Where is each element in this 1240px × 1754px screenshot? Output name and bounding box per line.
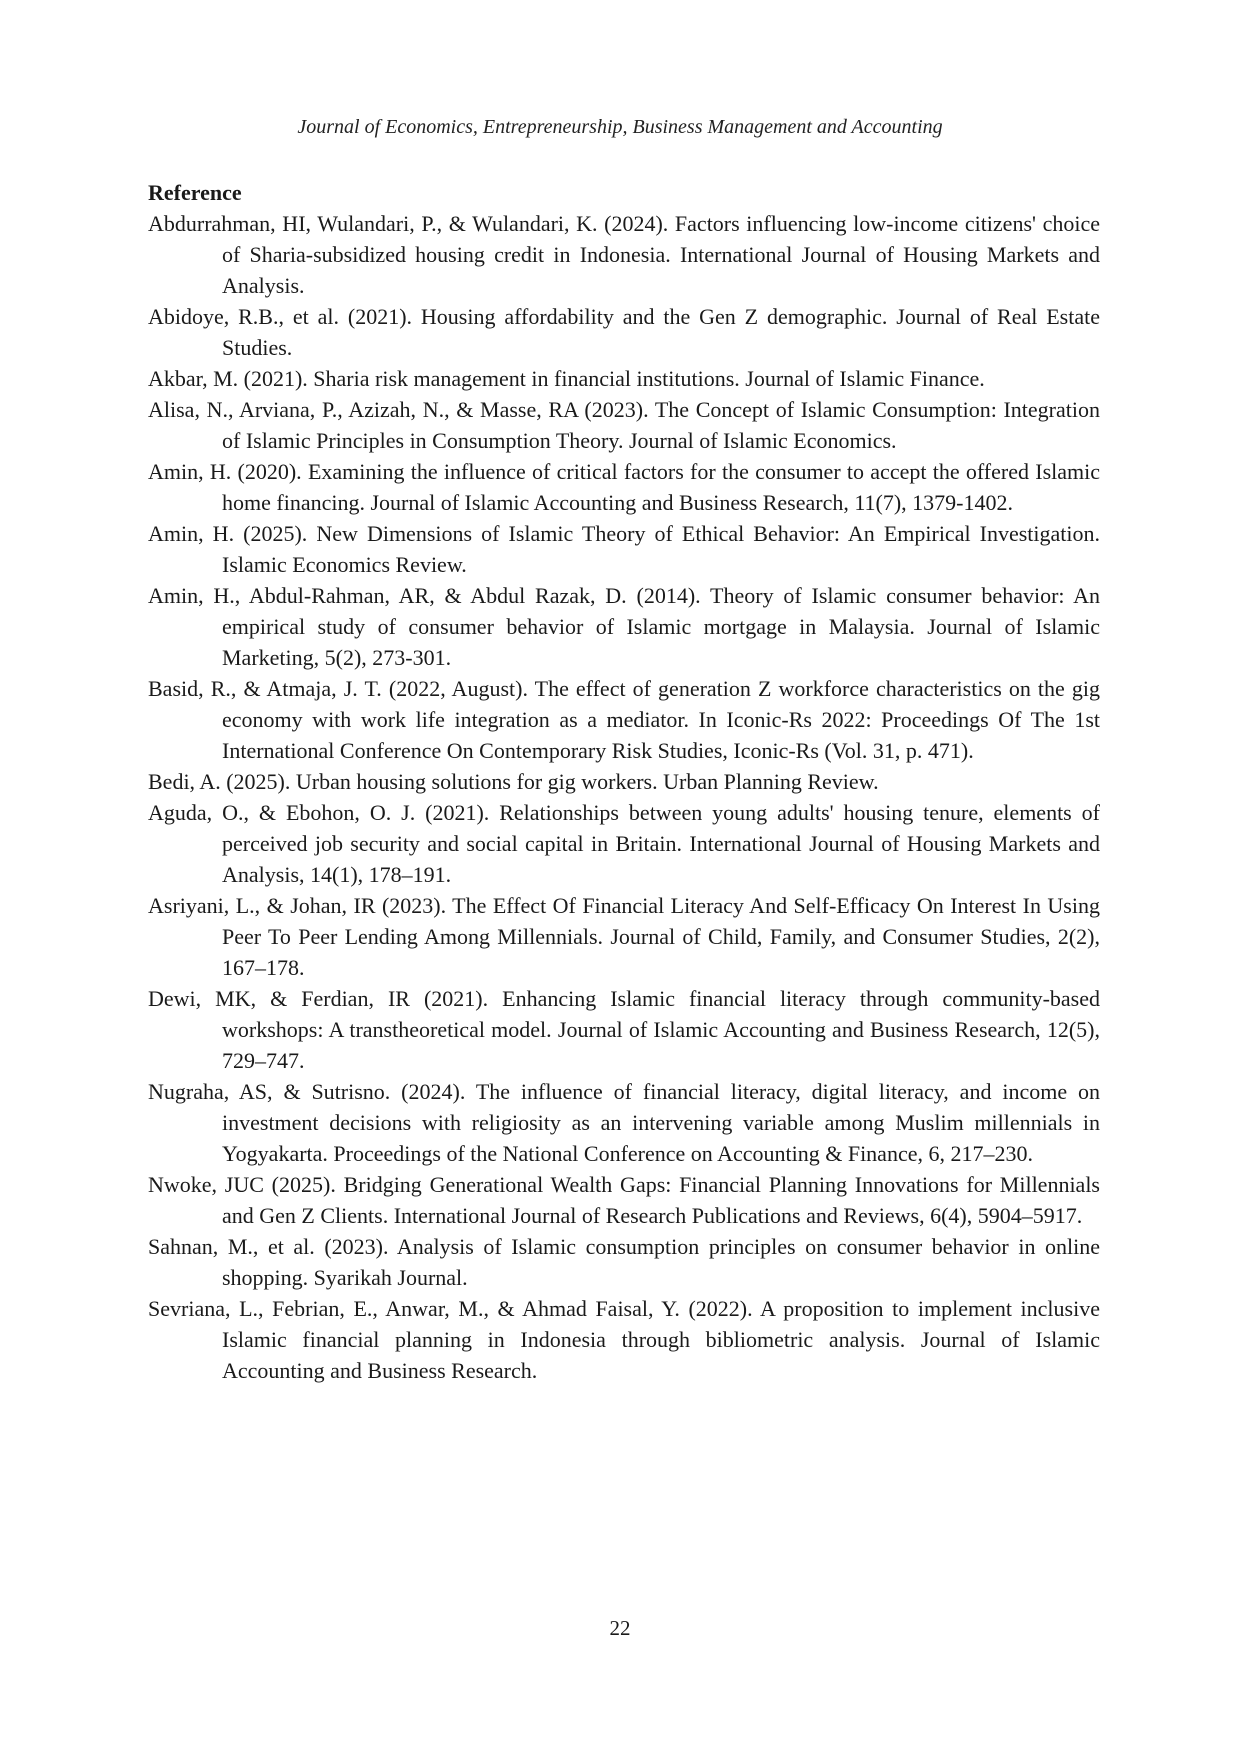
reference-item: Nwoke, JUC (2025). Bridging Generational Wealth Gaps: Financial Planning Innovations for Millennials and Gen Z Clients. International Journal of Research Publications and Reviews, 6(4), 5904–5917.	[148, 1172, 1100, 1228]
section-heading: Reference	[148, 180, 242, 205]
reference-item: Sevriana, L., Febrian, E., Anwar, M., & Ahmad Faisal, Y. (2022). A proposition to implement inclusive Islamic financial planning in Indonesia through bibliometric analysis. Journal of Islamic Accounting and Business Research.	[148, 1296, 1100, 1383]
reference-item: Amin, H. (2020). Examining the influence of critical factors for the consumer to accept the offered Islamic home financing. Journal of Islamic Accounting and Business Research, 11(7), 1379-1402.	[148, 459, 1100, 515]
reference-item: Asriyani, L., & Johan, IR (2023). The Effect Of Financial Literacy And Self-Efficacy On Interest In Using Peer To Peer Lending Among Millennials. Journal of Child, Family, and Consumer Studies, 2(2), 167–178.	[148, 893, 1100, 980]
running-header: Journal of Economics, Entrepreneurship, Business Management and Accounting	[297, 116, 943, 138]
reference-item: Akbar, M. (2021). Sharia risk management in financial institutions. Journal of Islamic Finance.	[148, 366, 985, 391]
page-number: 22	[609, 1616, 631, 1640]
reference-item: Sahnan, M., et al. (2023). Analysis of Islamic consumption principles on consumer behavior in online shopping. Syarikah Journal.	[148, 1234, 1100, 1290]
reference-item: Basid, R., & Atmaja, J. T. (2022, August). The effect of generation Z workforce characteristics on the gig economy with work life integration as a mediator. In Iconic-Rs 2022: Proceedings Of The 1st International Conference On Contemporary Risk Studies, Iconic-Rs (Vol. 31, p. 471).	[148, 676, 1100, 763]
reference-list	[148, 208, 1100, 1386]
reference-item: Dewi, MK, & Ferdian, IR (2021). Enhancing Islamic financial literacy through community-based workshops: A transtheoretical model. Journal of Islamic Accounting and Business Research, 12(5), 729–747.	[148, 986, 1100, 1073]
reference-item: Abidoye, R.B., et al. (2021). Housing affordability and the Gen Z demographic. Journal of Real Estate Studies.	[148, 304, 1100, 360]
reference-item: Amin, H., Abdul-Rahman, AR, & Abdul Razak, D. (2014). Theory of Islamic consumer behavior: An empirical study of consumer behavior of Islamic mortgage in Malaysia. Journal of Islamic Marketing, 5(2), 273-301.	[148, 583, 1100, 670]
reference-section	[148, 177, 1100, 1386]
reference-item: Abdurrahman, HI, Wulandari, P., & Wulandari, K. (2024). Factors influencing low-income citizens' choice of Sharia-subsidized housing credit in Indonesia. International Journal of Housing Markets and Analysis.	[148, 211, 1100, 298]
reference-item: Aguda, O., & Ebohon, O. J. (2021). Relationships between young adults' housing tenure, elements of perceived job security and social capital in Britain. International Journal of Housing Markets and Analysis, 14(1), 178–191.	[148, 800, 1100, 887]
reference-item: Bedi, A. (2025). Urban housing solutions for gig workers. Urban Planning Review.	[148, 769, 879, 794]
reference-item: Nugraha, AS, & Sutrisno. (2024). The influence of financial literacy, digital literacy, and income on investment decisions with religiosity as an intervening variable among Muslim millennials in Yogyakarta. Proceedings of the National Conference on Accounting & Finance, 6, 217–230.	[148, 1079, 1100, 1166]
reference-item: Amin, H. (2025). New Dimensions of Islamic Theory of Ethical Behavior: An Empirical Investigation. Islamic Economics Review.	[148, 521, 1100, 577]
reference-item: Alisa, N., Arviana, P., Azizah, N., & Masse, RA (2023). The Concept of Islamic Consumption: Integration of Islamic Principles in Consumption Theory. Journal of Islamic Economics.	[148, 397, 1100, 453]
